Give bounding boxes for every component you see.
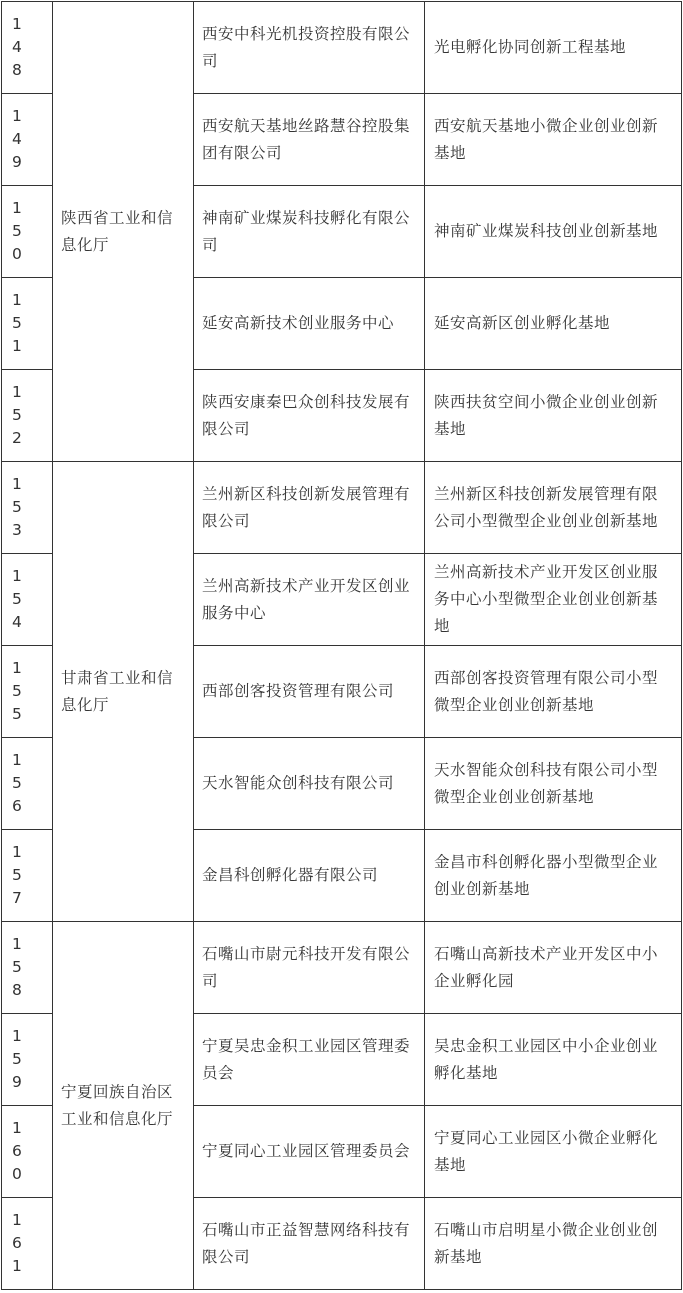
organization-cell: 延安高新技术创业服务中心	[194, 278, 425, 370]
row-number: 150	[2, 186, 53, 278]
organization-cell: 石嘴山市尉元科技开发有限公司	[194, 922, 425, 1014]
base-name-cell: 宁夏同心工业园区小微企业孵化基地	[425, 1106, 682, 1198]
base-name-cell: 兰州高新技术产业开发区创业服务中心小型微型企业创业创新基地	[425, 554, 682, 646]
row-number: 153	[2, 462, 53, 554]
incubator-base-table	[1, 1, 682, 1290]
organization-cell: 西安中科光机投资控股有限公司	[194, 2, 425, 94]
row-number: 161	[2, 1198, 53, 1290]
table-row	[2, 922, 682, 1014]
base-name-cell: 西部创客投资管理有限公司小型微型企业创业创新基地	[425, 646, 682, 738]
base-name-cell: 吴忠金积工业园区中小企业创业孵化基地	[425, 1014, 682, 1106]
base-name-cell: 陕西扶贫空间小微企业创业创新基地	[425, 370, 682, 462]
organization-cell: 宁夏吴忠金积工业园区管理委员会	[194, 1014, 425, 1106]
row-number: 151	[2, 278, 53, 370]
organization-cell: 兰州高新技术产业开发区创业服务中心	[194, 554, 425, 646]
organization-cell: 陕西安康秦巴众创科技发展有限公司	[194, 370, 425, 462]
organization-cell: 西部创客投资管理有限公司	[194, 646, 425, 738]
row-number: 160	[2, 1106, 53, 1198]
organization-cell: 西安航天基地丝路慧谷控股集团有限公司	[194, 94, 425, 186]
base-name-cell: 金昌市科创孵化器小型微型企业创业创新基地	[425, 830, 682, 922]
row-number: 148	[2, 2, 53, 94]
organization-cell: 石嘴山市正益智慧网络科技有限公司	[194, 1198, 425, 1290]
base-name-cell: 光电孵化协同创新工程基地	[425, 2, 682, 94]
department-cell: 宁夏回族自治区工业和信息化厅	[53, 922, 194, 1290]
base-name-cell: 天水智能众创科技有限公司小型微型企业创业创新基地	[425, 738, 682, 830]
base-name-cell: 石嘴山市启明星小微企业创业创新基地	[425, 1198, 682, 1290]
organization-cell: 天水智能众创科技有限公司	[194, 738, 425, 830]
organization-cell: 兰州新区科技创新发展管理有限公司	[194, 462, 425, 554]
row-number: 158	[2, 922, 53, 1014]
organization-cell: 神南矿业煤炭科技孵化有限公司	[194, 186, 425, 278]
table-row	[2, 462, 682, 554]
table-row	[2, 2, 682, 94]
department-cell: 陕西省工业和信息化厅	[53, 2, 194, 462]
base-name-cell: 神南矿业煤炭科技创业创新基地	[425, 186, 682, 278]
row-number: 156	[2, 738, 53, 830]
row-number: 154	[2, 554, 53, 646]
row-number: 157	[2, 830, 53, 922]
base-name-cell: 石嘴山高新技术产业开发区中小企业孵化园	[425, 922, 682, 1014]
row-number: 155	[2, 646, 53, 738]
row-number: 159	[2, 1014, 53, 1106]
organization-cell: 宁夏同心工业园区管理委员会	[194, 1106, 425, 1198]
row-number: 149	[2, 94, 53, 186]
organization-cell: 金昌科创孵化器有限公司	[194, 830, 425, 922]
base-name-cell: 延安高新区创业孵化基地	[425, 278, 682, 370]
row-number: 152	[2, 370, 53, 462]
base-name-cell: 兰州新区科技创新发展管理有限公司小型微型企业创业创新基地	[425, 462, 682, 554]
department-cell: 甘肃省工业和信息化厅	[53, 462, 194, 922]
base-name-cell: 西安航天基地小微企业创业创新基地	[425, 94, 682, 186]
